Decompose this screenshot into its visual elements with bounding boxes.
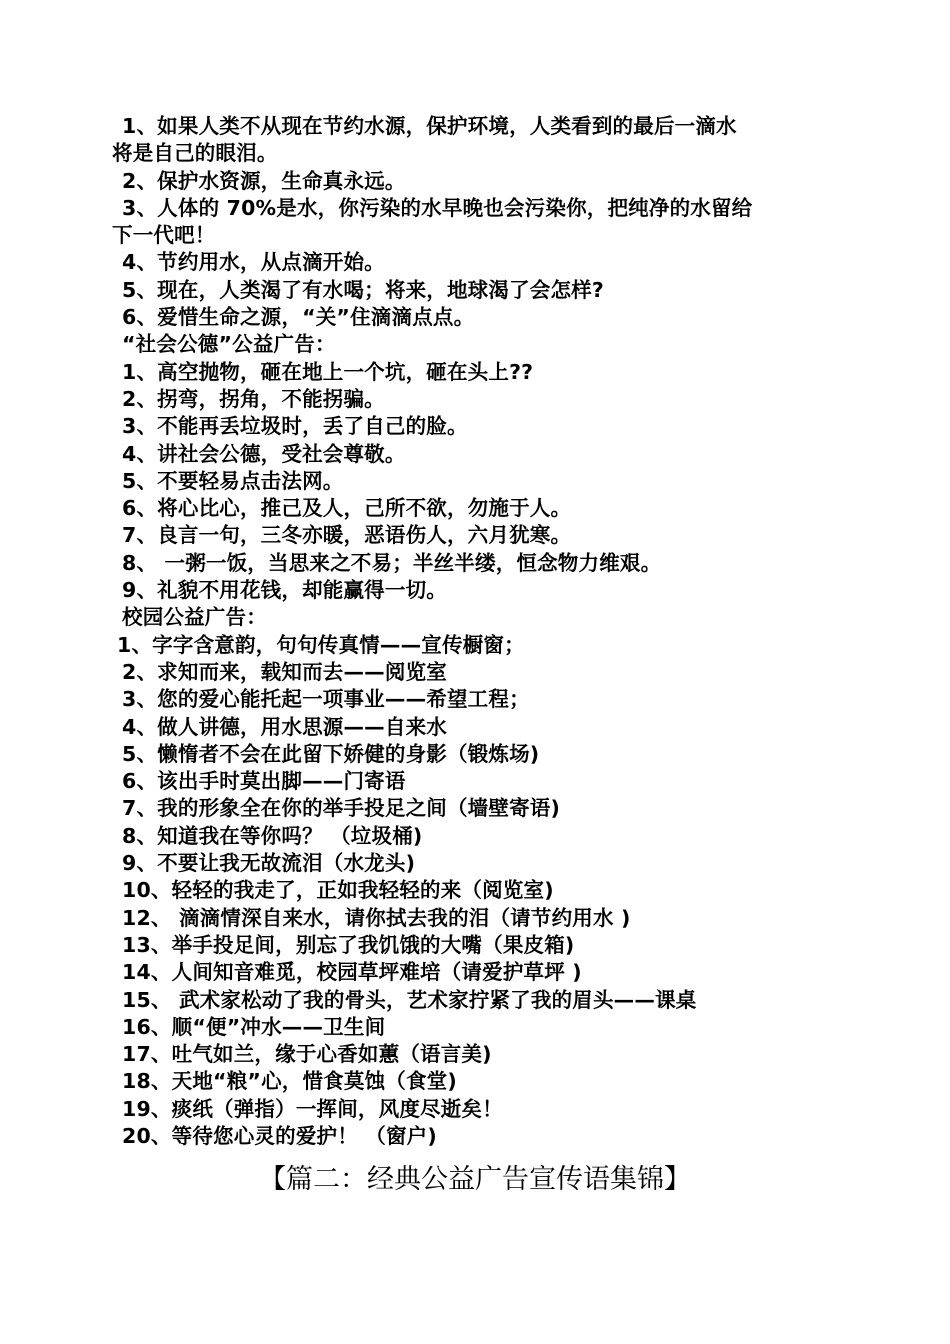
list-item: 1、字字含意韵，句句传真情——宣传橱窗；: [117, 632, 525, 657]
list-item: 19、痰纸（弹指）一挥间，风度尽逝矣！: [122, 1096, 503, 1121]
document-body: [112, 113, 842, 1150]
text-line: 下一代吧！: [112, 223, 216, 248]
list-item: 4、讲社会公德，受社会尊敬。: [122, 441, 406, 466]
list-item: 9、不要让我无故流泪（水龙头): [122, 851, 416, 876]
list-item: 20、等待您心灵的爱护！ （窗户): [122, 1123, 437, 1148]
list-item: 12、 滴滴情深自来水，请你拭去我的泪（请节约用水 ): [122, 905, 631, 930]
list-item: 2、求知而来，载知而去——阅览室: [122, 659, 447, 684]
list-item: 3、不能再丢垃圾时，丢了自己的脸。: [122, 414, 468, 439]
text-line: 4、节约用水，从点滴开始。: [122, 250, 385, 275]
list-item: 14、人间知音难觅，校园草坪难培（请爱护草坪 ): [122, 960, 582, 985]
section-heading: “社会公德”公益广告：: [122, 332, 336, 357]
text-line: 将是自己的眼泪。: [112, 141, 278, 166]
list-item: 7、良言一句，三冬亦暖，恶语伤人，六月犹寒。: [122, 523, 572, 548]
list-item: 8、 一粥一饭，当思来之不易；半丝半缕，恒念物力维艰。: [122, 550, 662, 575]
list-item: 2、拐弯，拐角，不能拐骗。: [122, 386, 385, 411]
text-line: 1、如果人类不从现在节约水源，保护环境，人类看到的最后一滴水: [122, 114, 737, 138]
list-item: 15、 武术家松动了我的骨头，艺术家拧紧了我的眉头——课桌: [122, 987, 697, 1012]
list-item: 5、不要轻易点击法网。: [122, 468, 344, 493]
list-item: 9、礼貌不用花钱，却能赢得一切。: [122, 578, 447, 603]
text-line: 6、爱惜生命之源，“关”住滴滴点点。: [122, 305, 475, 330]
list-item: 3、您的爱心能托起一项事业——希望工程；: [122, 687, 530, 712]
text-line: 2、保护水资源，生命真永远。: [122, 168, 406, 193]
list-item: 7、我的形象全在你的举手投足之间（墙壁寄语): [122, 796, 561, 821]
campus-section: [112, 604, 842, 1150]
text-line: 3、人体的 70%是水，你污染的水早晚也会污染你，把纯净的水留给: [122, 195, 753, 220]
list-item: 1、高空抛物，砸在地上一个坑，砸在头上??: [122, 359, 534, 384]
social-section: [112, 331, 842, 604]
water-section: [112, 113, 842, 331]
list-item: 8、知道我在等你吗？ （垃圾桶): [122, 823, 423, 848]
list-item: 5、懒惰者不会在此留下娇健的身影（锻炼场): [122, 741, 540, 766]
list-item: 13、举手投足间，别忘了我饥饿的大嘴（果皮箱): [122, 932, 575, 957]
list-item: 16、顺“便”冲水——卫生间: [122, 1014, 386, 1039]
list-item: 10、轻轻的我走了，正如我轻轻的来（阅览室): [122, 878, 554, 903]
section-title-next: 【篇二：经典公益广告宣传语集锦】: [259, 1164, 691, 1195]
list-item: 6、将心比心，推己及人，己所不欲，勿施于人。: [122, 496, 572, 521]
list-item: 6、该出手时莫出脚——门寄语: [122, 769, 406, 794]
list-item: 18、天地“粮”心，惜食莫蚀（食堂): [122, 1069, 457, 1094]
list-item: 17、吐气如兰，缘于心香如蕙（语言美): [122, 1042, 492, 1067]
section-heading: 校园公益广告：: [122, 605, 267, 630]
text-line: 5、现在，人类渴了有水喝；将来，地球渴了会怎样?: [122, 277, 604, 302]
list-item: 4、做人讲德，用水思源——自来水: [122, 714, 447, 739]
